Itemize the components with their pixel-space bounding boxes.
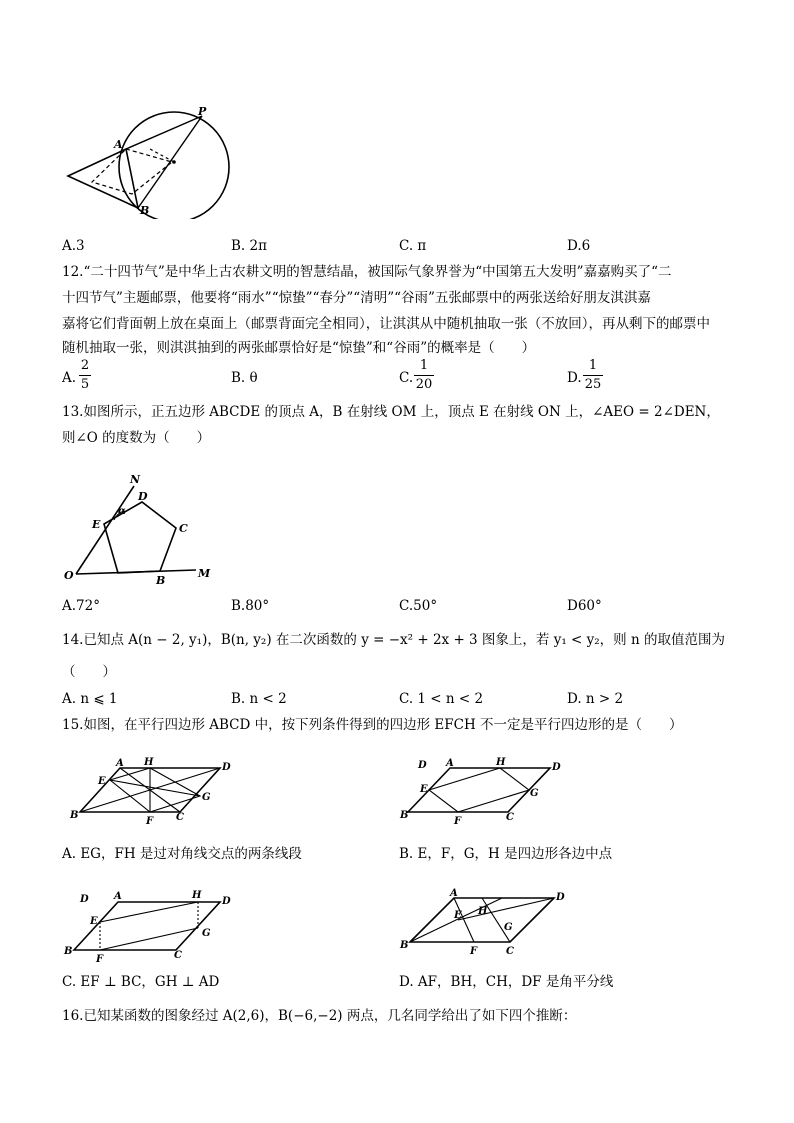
q15-option-a[interactable]: A. EG，FH 是过对角线交点的两条线段 [62,846,302,862]
q13-option-c[interactable]: C.50° [399,598,438,614]
q13-option-a[interactable]: A.72° [62,598,100,614]
q15-c-label-F: F [96,954,104,964]
q15-a-label-H: H [144,757,154,768]
q13-label-N: N [130,473,141,486]
q15-d-label-D: D [556,892,565,903]
q14-option-b[interactable]: B. n < 2 [231,691,287,707]
q13-label-O: O [64,569,74,582]
q12-option-a-den: 5 [80,377,90,392]
q11-option-b[interactable]: B. 2π [231,238,267,254]
q13-label-M: M [198,567,211,580]
q12-option-d-prefix[interactable]: D. [567,370,582,386]
q15-figure-b [398,752,573,827]
q15-a-label-D: D [222,762,231,773]
q12-option-c-den: 20 [415,377,433,392]
q15-d-label-C: C [506,946,514,957]
q12-option-c-fraction[interactable] [414,358,434,393]
q12-stem-line1: 12.“二十四节气”是中华上古农耕文明的智慧结晶，被国际气象界誉为“中国第五大发明”嘉嘉购买了“二 [62,264,672,280]
q15-figure-c [62,882,237,964]
q13-figure [62,460,222,585]
q12-option-c-prefix[interactable]: C. [399,370,414,386]
q12-option-b[interactable]: B. θ [231,370,258,386]
q14-stem-line2: （ ） [62,664,116,680]
q15-option-b[interactable]: B. E，F，G，H 是四边形各边中点 [399,846,613,862]
q15-option-c[interactable]: C. EF ⊥ BC，GH ⊥ AD [62,974,220,990]
q11-label-A: A [114,138,123,151]
q13-label-B: B [156,574,166,585]
q16-stem-line1: 16.已知某函数的图象经过 A(2,6)，B(−6,−2) 两点，几名同学给出了如下四个推断： [62,1008,577,1024]
q15-b-label-B: B [400,810,409,821]
q15-c-label-D: D [222,896,231,907]
q15-c-label-H: H [192,890,202,901]
q15-b-label-C: C [506,812,514,823]
q15-d-label-H: H [478,906,488,917]
q12-option-c-num: 1 [419,358,429,373]
q13-pentagon [104,502,176,573]
q15-a-label-F: F [146,816,154,827]
q12-stem-line2: 十四节气”主题邮票，他要将“雨水”“惊蛰”“春分”“清明”“谷雨”五张邮票中的两张送给好朋友淇淇嘉 [62,290,651,306]
q15-a-label-E: E [98,776,106,787]
q13-option-b[interactable]: B.80° [231,598,270,614]
q13-option-d[interactable]: D60° [567,598,602,614]
q15-b-label-D-left: D [418,760,427,771]
q15-stem: 15.如图，在平行四边形 ABCD 中，按下列条件得到的四边形 EFCH 不一定是平行四边形的是（ ） [62,717,683,733]
q13-label-alpha: α [118,506,126,517]
q15-a-label-A: A [116,758,124,769]
q14-option-a[interactable]: A. n ⩽ 1 [62,691,118,707]
q11-option-c[interactable]: C. π [399,238,427,254]
q15-b-label-A: A [446,758,454,769]
q15-figure-d [398,882,573,964]
q15-b-label-F: F [454,816,462,827]
q14-option-c[interactable]: C. 1 < n < 2 [399,691,484,707]
q11-option-a[interactable]: A.3 [62,238,85,254]
q15-a-label-C: C [176,812,184,823]
q15-c-label-B: B [64,946,73,957]
q12-stem-line3: 嘉将它们背面朝上放在桌面上（邮票背面完全相同），让淇淇从中随机抽取一张（不放回），再从剩下的邮票中 [62,316,710,332]
q12-option-d-num: 1 [588,358,598,373]
q15-d-label-A: A [450,888,458,899]
q11-triangle [68,149,138,208]
q12-option-a-fraction[interactable] [79,358,91,393]
q11-label-B: B [140,204,150,217]
q12-option-a-prefix[interactable]: A. [62,370,77,386]
q15-b-label-D: D [552,762,561,773]
q15-b-label-E: E [420,784,428,795]
q15-d-label-E: E [454,910,462,921]
q13-stem-line1: 13.如图所示，正五边形 ABCDE 的顶点 A，B 在射线 OM 上，顶点 E 在射线 ON 上，∠AEO = 2∠DEN， [62,404,720,420]
q11-label-P: P [198,105,207,118]
q15-d-label-F: F [470,946,478,957]
q15-figure-a [62,752,237,827]
q15-c-label-E: E [90,916,98,927]
q15-d-label-B: B [400,940,409,951]
q15-c-label-C: C [174,950,182,961]
q15-option-d[interactable]: D. AF，BH，CH，DF 是角平分线 [399,974,614,990]
q15-c-label-A: A [114,891,122,902]
q12-stem-line4: 随机抽取一张，则淇淇抽到的两张邮票恰好是“惊蛰”和“谷雨”的概率是（ ） [62,340,536,356]
q11-dashed [92,149,172,194]
q13-label-C: C [179,522,188,535]
q14-stem-line1: 14.已知点 A(n − 2, y₁)，B(n, y₂) 在二次函数的 y = −x² + 2x + 3 图象上，若 y₁ < y₂，则 n 的取值范围为 [62,632,725,648]
q12-option-a-num: 2 [80,358,90,373]
q14-option-d[interactable]: D. n > 2 [567,691,624,707]
q12-option-d-den: 25 [584,377,602,392]
q11-figure [62,104,232,219]
q15-c-label-D-left: D [80,894,89,905]
q13-label-E: E [92,518,101,531]
q12-option-d-fraction[interactable] [583,358,603,393]
q15-c-label-G: G [202,928,211,939]
q15-d-label-G: G [504,922,513,933]
q11-option-d[interactable]: D.6 [567,238,591,254]
q13-stem-line2: 则∠O 的度数为（ ） [62,430,211,446]
q13-label-D: D [138,490,148,503]
q15-a-label-G: G [202,792,211,803]
q15-b-label-G: G [530,788,539,799]
q15-b-label-H: H [496,757,506,768]
q15-a-label-B: B [70,810,79,821]
